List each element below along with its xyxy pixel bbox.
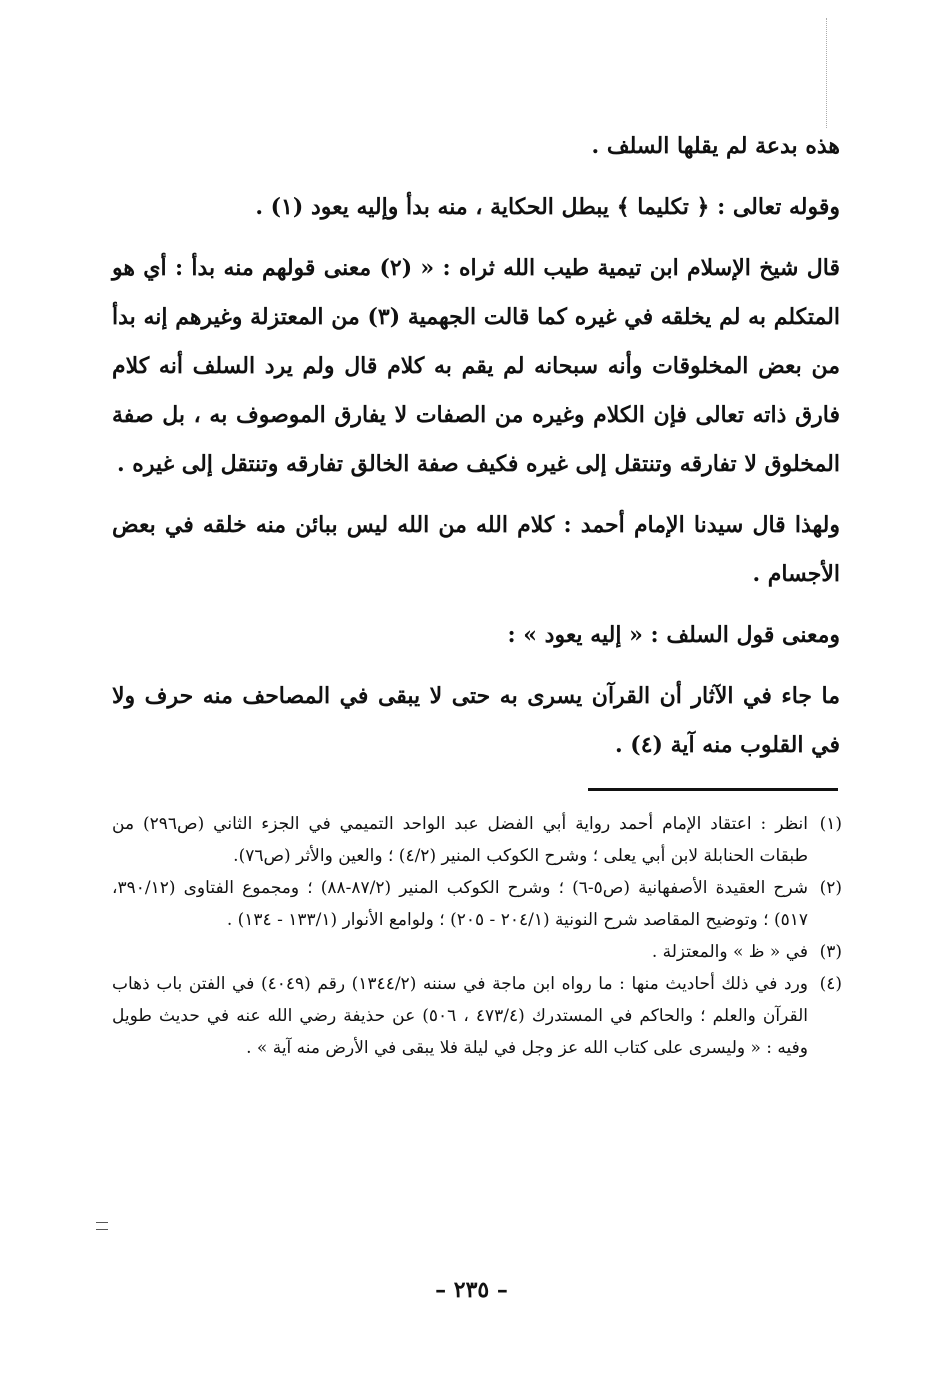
scan-edge-mark xyxy=(826,18,827,128)
footnotes-section xyxy=(112,808,842,1064)
margin-mark xyxy=(96,1222,108,1230)
footnote-text: في « ظ » والمعتزلة . xyxy=(651,942,808,962)
footnote-text: انظر : اعتقاد الإمام أحمد رواية أبي الفضل عبد الواحد التميمي في الجزء الثاني (ص٢٩٦) من طبقات الحنابلة لابن أبي يعلى ؛ وشرح الكوكب المنير (٤/٢) ؛ والعين والأثر (ص٧٦). xyxy=(112,814,808,866)
footnote-separator xyxy=(588,788,838,791)
main-text xyxy=(112,122,840,782)
footnote-number: (٢) xyxy=(819,878,842,898)
footnote-number: (٣) xyxy=(819,942,842,962)
paragraph: وقوله تعالى : ﴿ تكليما ﴾ يبطل الحكاية ، منه بدأ وإليه يعود (١) . xyxy=(255,194,840,220)
paragraph: قال شيخ الإسلام ابن تيمية طيب الله ثراه : « (٢) معنى قولهم منه بدأ : أي هو المتكلم به لم يخلقه في غيره كما قالت الجهمية (٣) من المعتزلة وغيرهم إنه بدأ من بعض المخلوقات وأنه سبحانه لم يقم به كلام قال ولم يرد السلف أنه كلام فارق ذاته تعالى فإن الكلام وغيره من الصفات لا يفارق الموصوف به ، بل صفة المخلوق لا تفارقه وتنتقل إلى غيره فكيف صفة الخالق تفارقه وتنتقل إلى غيره . xyxy=(112,255,841,477)
paragraph: ومعنى قول السلف : « إليه يعود » : xyxy=(507,622,840,648)
footnote xyxy=(112,808,842,872)
footnote-text: ورد في ذلك أحاديث منها : ما رواه ابن ماجة في سننه (١٣٤٤/٢) رقم (٤٠٤٩) في الفتن باب ذهاب القرآن والعلم ؛ والحاكم في المستدرك (٤٧٣/٤ ، ٥٠٦) عن حذيفة رضي الله عنه في حديث طويل وفيه : « وليسرى على كتاب الله عز وجل في ليلة فلا يبقى في الأرض منه آية » . xyxy=(112,974,808,1058)
footnote xyxy=(112,968,842,1064)
footnote-number: (٤) xyxy=(819,974,842,994)
paragraph: هذه بدعة لم يقلها السلف . xyxy=(591,133,840,159)
footnote xyxy=(112,872,842,936)
paragraph: ولهذا قال سيدنا الإمام أحمد : كلام الله من الله ليس ببائن منه خلقه في بعض الأجسام . xyxy=(112,512,840,587)
footnote-number: (١) xyxy=(819,814,842,834)
page-number: – ٢٣٥ – xyxy=(435,1277,508,1303)
paragraph: ما جاء في الآثار أن القرآن يسرى به حتى لا يبقى في المصاحف منه حرف ولا في القلوب منه آية (٤) . xyxy=(112,683,840,758)
footnote xyxy=(112,936,842,968)
footnote-text: شرح العقيدة الأصفهانية (ص٥-٦) ؛ وشرح الكوكب المنير (٨٧/٢-٨٨) ؛ ومجموع الفتاوى (٣٩٠/١٢، ٥١٧) ؛ وتوضيح المقاصد شرح النونية (٢٠٤/١ - ٢٠٥) ؛ ولوامع الأنوار (١٣٣/١ - ١٣٤) . xyxy=(112,878,808,930)
